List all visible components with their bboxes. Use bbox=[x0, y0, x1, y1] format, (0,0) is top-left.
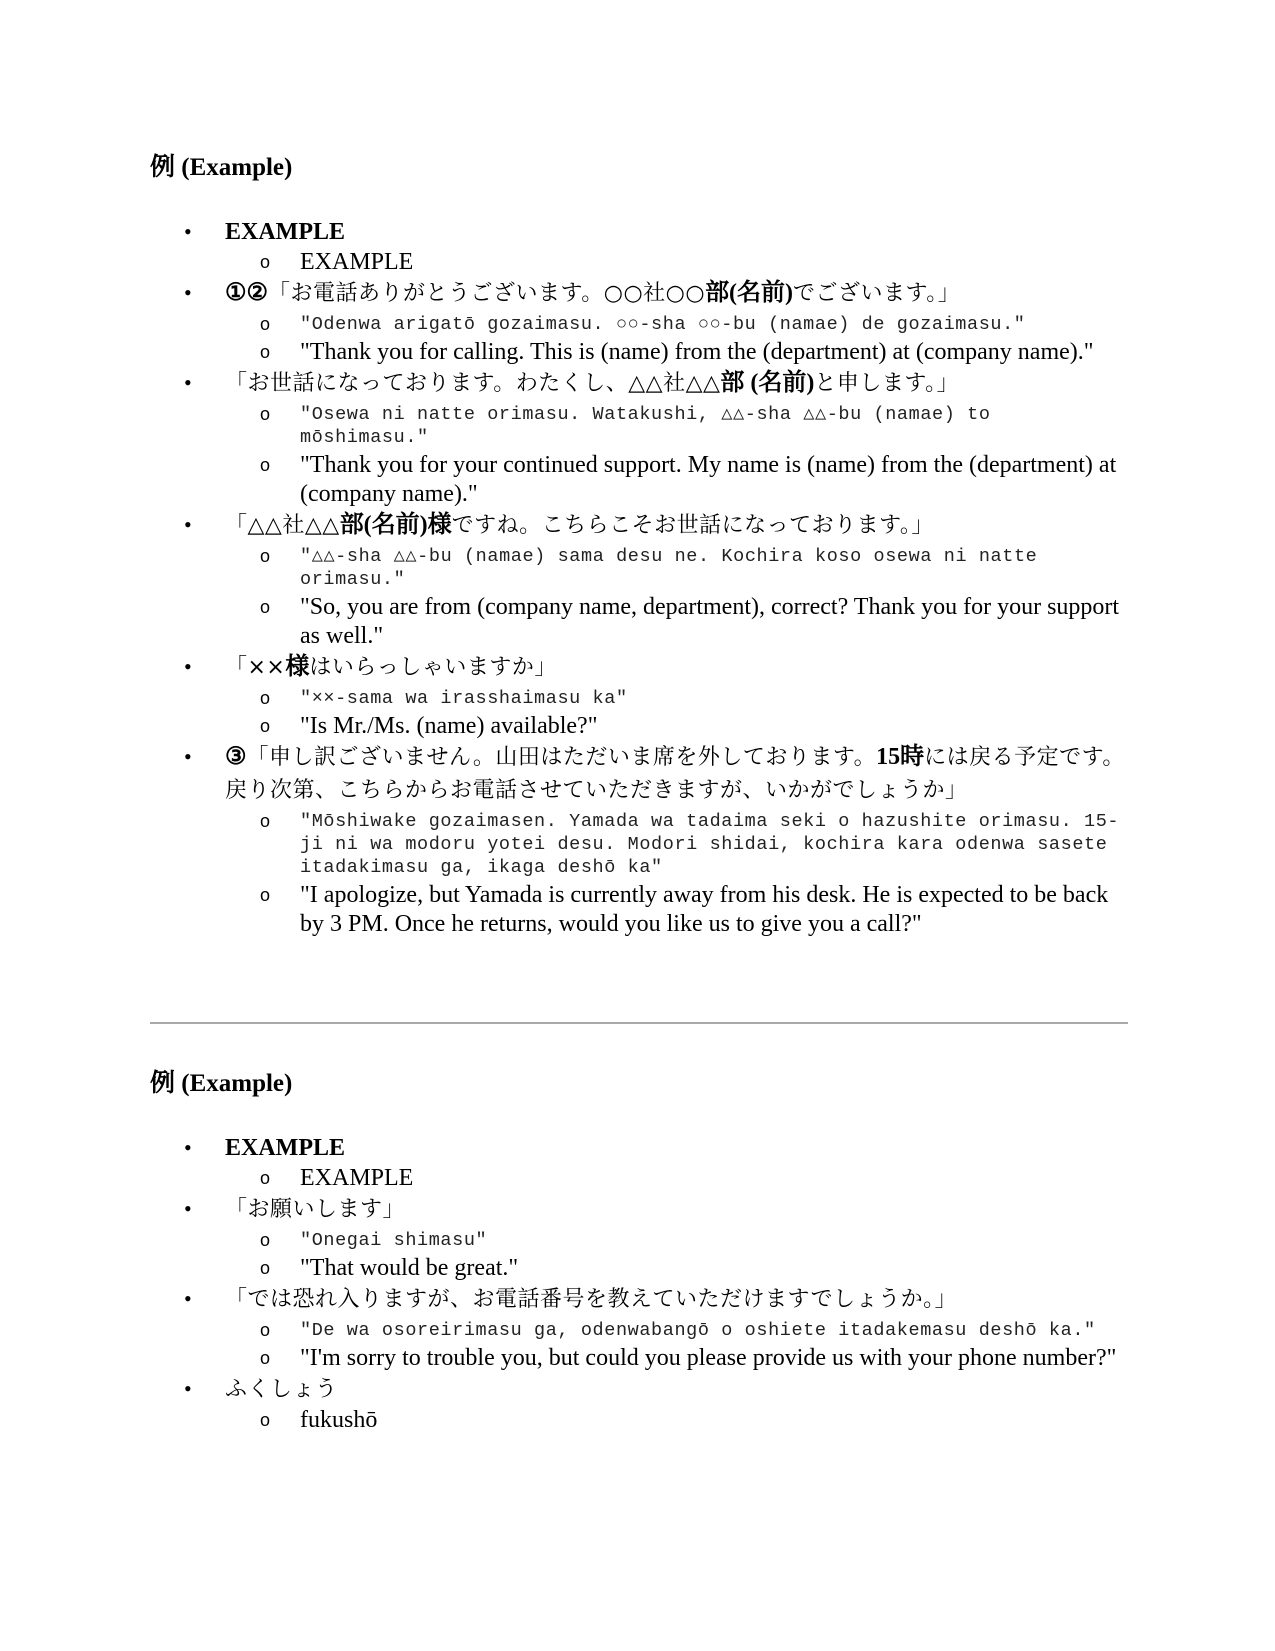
list-item bbox=[150, 367, 1130, 509]
sub-list-item bbox=[225, 310, 1130, 338]
list-item bbox=[150, 216, 1130, 277]
circle-bullet-icon: o bbox=[260, 455, 271, 475]
bullet-icon: • bbox=[184, 744, 192, 769]
romaji-text: "Osewa ni natte orimasu. Watakushi, △△-sha △△-bu (namae) to mōshimasu." bbox=[300, 404, 991, 448]
sub-list-item bbox=[225, 593, 1130, 651]
sub-list-item bbox=[225, 1164, 1130, 1193]
label-part: ③ bbox=[225, 744, 247, 770]
bullet-icon: • bbox=[184, 512, 192, 537]
label-part: ふくしょう bbox=[225, 1377, 338, 1402]
circle-bullet-icon: o bbox=[260, 1168, 271, 1188]
sub-list bbox=[225, 1316, 1130, 1373]
sub-list bbox=[225, 542, 1130, 651]
translation-text: "I'm sorry to trouble you, but could you please provide us with your phone number?" bbox=[300, 1345, 1117, 1371]
item-text: EXAMPLE bbox=[300, 249, 414, 275]
sub-list-item bbox=[225, 1226, 1130, 1254]
list-item bbox=[150, 651, 1130, 741]
sub-list-item bbox=[225, 881, 1130, 939]
circle-bullet-icon: o bbox=[260, 688, 271, 708]
list-item bbox=[150, 1283, 1130, 1373]
label-part: 「お願いします」 bbox=[225, 1197, 406, 1222]
circle-bullet-icon: o bbox=[260, 546, 271, 566]
label-part: でございます。」 bbox=[793, 281, 961, 306]
label-part: 15時 bbox=[876, 744, 925, 770]
sub-list-item bbox=[225, 712, 1130, 741]
sub-list-item bbox=[225, 1344, 1130, 1373]
list-item bbox=[150, 741, 1130, 939]
label-part: 様 bbox=[285, 654, 310, 680]
sub-list-item bbox=[225, 1316, 1130, 1344]
translation-text: "So, you are from (company name, department), correct? Thank you for your support as well." bbox=[300, 594, 1120, 649]
circle-bullet-icon: o bbox=[260, 342, 271, 362]
item-label: EXAMPLE bbox=[225, 1135, 345, 1161]
bullet-icon: • bbox=[184, 1196, 192, 1221]
sub-list-item bbox=[225, 400, 1130, 451]
label-part: 部(名前)様 bbox=[339, 512, 452, 538]
bullet-icon: • bbox=[184, 1135, 192, 1160]
circle-bullet-icon: o bbox=[260, 1258, 271, 1278]
phrase-list bbox=[150, 216, 1130, 939]
bullet-icon: • bbox=[184, 654, 192, 679]
phrase-list bbox=[150, 1132, 1130, 1435]
label-part: には戻る予定です。戻り次第、こちらからお電話させていただきますが、いかがでしょうか」 bbox=[225, 745, 1125, 803]
label-part: 「△△社△△ bbox=[225, 513, 340, 538]
sub-list bbox=[225, 310, 1130, 367]
label-part: 「×× bbox=[225, 655, 286, 680]
item-text: EXAMPLE bbox=[300, 1165, 414, 1191]
label-part: 部(名前) bbox=[705, 280, 794, 306]
circle-bullet-icon: o bbox=[260, 252, 271, 272]
label-part: ですね。こちらこそお世話になっております。」 bbox=[451, 513, 934, 538]
translation-text: "Thank you for calling. This is (name) from the (department) at (company name)." bbox=[300, 339, 1094, 365]
circle-bullet-icon: o bbox=[260, 811, 271, 831]
romaji-text: "Odenwa arigatō gozaimasu. ○○-sha ○○-bu (namae) de gozaimasu." bbox=[300, 314, 1026, 335]
circle-bullet-icon: o bbox=[260, 404, 271, 424]
romaji-text: "Mōshiwake gozaimasen. Yamada wa tadaima seki o hazushite orimasu. 15-ji ni wa modoru yotei desu. Modori shidai, kochira kara odenwa sasete itadakimasu ga, ikaga deshō ka" bbox=[300, 811, 1120, 878]
sub-list-item bbox=[225, 684, 1130, 712]
label-part: 部 (名前) bbox=[720, 370, 815, 396]
translation-text: "I apologize, but Yamada is currently away from his desk. He is expected to be back by 3 PM. Once he returns, would you like us to give you a call?" bbox=[300, 882, 1109, 937]
label-part: 「では恐れ入りますが、お電話番号を教えていただけますでしょうか。」 bbox=[225, 1287, 958, 1312]
horizontal-divider bbox=[150, 1022, 1128, 1024]
translation-text: "Thank you for your continued support. My name is (name) from the (department) at (company name)." bbox=[300, 452, 1117, 507]
translation-text: "That would be great." bbox=[300, 1255, 519, 1281]
sub-list-item bbox=[225, 542, 1130, 593]
section-2 bbox=[150, 1064, 1130, 1435]
circle-bullet-icon: o bbox=[260, 1410, 271, 1430]
romaji-text: "Onegai shimasu" bbox=[300, 1230, 488, 1251]
sub-list bbox=[225, 807, 1130, 939]
circle-bullet-icon: o bbox=[260, 314, 271, 334]
sub-list bbox=[225, 1164, 1130, 1193]
label-part: と申します。」 bbox=[814, 371, 960, 396]
list-item bbox=[150, 1193, 1130, 1283]
list-item bbox=[150, 1132, 1130, 1193]
romaji-text: fukushō bbox=[300, 1407, 378, 1433]
bullet-icon: • bbox=[184, 1286, 192, 1311]
label-part: 「お電話ありがとうございます。○○社○○ bbox=[268, 281, 706, 306]
romaji-text: "De wa osoreirimasu ga, odenwabangō o oshiete itadakemasu deshō ka." bbox=[300, 1320, 1096, 1341]
list-item bbox=[150, 509, 1130, 651]
sub-list-item bbox=[225, 1406, 1130, 1435]
circle-bullet-icon: o bbox=[260, 1348, 271, 1368]
item-label: EXAMPLE bbox=[225, 219, 345, 245]
circle-bullet-icon: o bbox=[260, 597, 271, 617]
list-item bbox=[150, 1373, 1130, 1435]
sub-list bbox=[225, 1406, 1130, 1435]
romaji-text: "××-sama wa irasshaimasu ka" bbox=[300, 688, 628, 709]
label-part: はいらっしゃいますか」 bbox=[309, 655, 557, 680]
sub-list bbox=[225, 684, 1130, 741]
section-heading: 例 (Example) bbox=[150, 154, 293, 181]
circle-bullet-icon: o bbox=[260, 716, 271, 736]
sub-list bbox=[225, 400, 1130, 509]
translation-text: "Is Mr./Ms. (name) available?" bbox=[300, 713, 598, 739]
bullet-icon: • bbox=[184, 1376, 192, 1401]
label-part: 「申し訳ございません。山田はただいま席を外しております。 bbox=[246, 745, 877, 770]
sub-list bbox=[225, 1226, 1130, 1283]
circle-bullet-icon: o bbox=[260, 1230, 271, 1250]
bullet-icon: • bbox=[184, 219, 192, 244]
bullet-icon: • bbox=[184, 370, 192, 395]
bullet-icon: • bbox=[184, 280, 192, 305]
section-heading: 例 (Example) bbox=[150, 1070, 293, 1097]
sub-list-item bbox=[225, 1254, 1130, 1283]
circle-bullet-icon: o bbox=[260, 885, 271, 905]
sub-list-item bbox=[225, 338, 1130, 367]
sub-list-item bbox=[225, 248, 1130, 277]
sub-list bbox=[225, 248, 1130, 277]
sub-list-item bbox=[225, 807, 1130, 881]
sub-list-item bbox=[225, 451, 1130, 509]
circle-bullet-icon: o bbox=[260, 1320, 271, 1340]
label-part: 「お世話になっております。わたくし、△△社△△ bbox=[225, 371, 721, 396]
section-1 bbox=[150, 148, 1130, 939]
list-item bbox=[150, 277, 1130, 367]
label-part: ①② bbox=[225, 280, 269, 306]
romaji-text: "△△-sha △△-bu (namae) sama desu ne. Kochira koso osewa ni natte orimasu." bbox=[300, 546, 1038, 590]
